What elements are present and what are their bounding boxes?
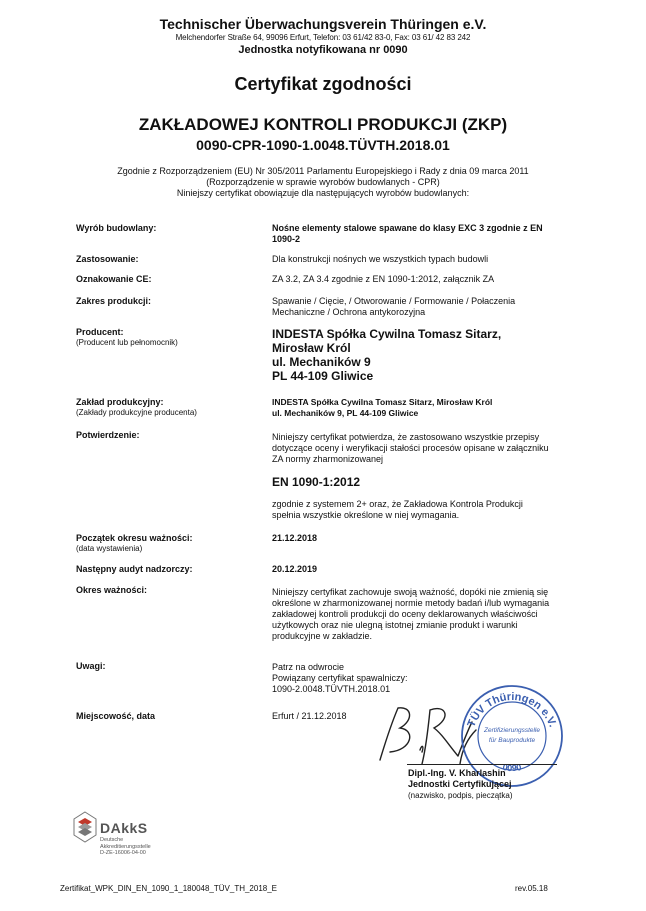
certificate-title: Certyfikat zgodności [234,74,412,94]
org-name: Technischer Überwachungsverein Thüringen e.V. [159,16,487,32]
intro-line: Zgodnie z Rozporządzeniem (EU) Nr 305/2011 Parlamentu Europejskiego i Rady z dnia 09 marca 2011 [117,166,529,176]
place-value: Erfurt / 21.12.2018 [272,711,347,721]
scope-label: Zakres produkcji: [76,296,152,306]
confirm-line: ZA normy zharmonizowanej [272,454,384,464]
audit-value: 20.12.2019 [272,564,318,574]
plant-line: INDESTA Spółka Cywilna Tomasz Sitarz, Mirosław Król [272,397,493,407]
signatory-name: Dipl.-Ing. V. Kharlashin [408,768,506,778]
dakks-line: Deutsche [100,837,124,843]
producer-line: INDESTA Spółka Cywilna Tomasz Sitarz, [272,327,502,341]
system-line: zgodnie z systemem 2+ oraz, że Zakładowa Kontrola Produkcji [272,499,523,509]
product-line: 1090-2 [272,234,301,244]
dakks-logo [72,806,192,866]
scope-line: Spawanie / Cięcie, / Otworowanie / Formowanie / Połaczenia [272,296,516,306]
notes-line: Patrz na odwrocie [272,662,345,672]
signature-line [407,764,557,765]
scope-value [272,296,572,318]
stamp-inner-1: Zertifizierungsstelle [484,727,540,734]
dakks-line: Akkreditierungsstelle [100,843,151,850]
stamp-inner-2: für Bauprodukte [488,737,536,744]
validity-line: zakładowej kontroli produkcji do oceny deklarowanych właściwości [272,609,538,619]
system-line: spełnia wszystkie określone w niej wymagania. [272,510,460,520]
notes-line: Powiązany certyfikat spawalniczy: [272,673,408,683]
start-sublabel: (data wystawienia) [76,544,143,553]
producer-label: Producent: [76,327,124,337]
stamp-top-text: TÜV Thüringen e.V. [465,690,559,729]
footer-revision: rev.05.18 [515,884,548,893]
validity-line: Niniejszy certyfikat zachowuje swoją ważność, dopóki nie zmienią się [272,587,549,597]
org-address: Melchendorfer Straße 64, 99096 Erfurt, Telefon: 03 61/42 83-0, Fax: 03 61/ 42 83 242 [175,33,471,42]
system-value [272,499,572,521]
ce-value: ZA 3.2, ZA 3.4 zgodnie z EN 1090-1:2012, załącznik ZA [272,274,495,284]
place-label: Miejscowość, data [76,711,156,721]
plant-value [272,397,572,419]
certificate-subtitle: ZAKŁADOWEJ KONTROLI PRODUKCJI (ZKP) [138,115,508,134]
notes-label: Uwagi: [76,661,106,671]
confirm-label: Potwierdzenie: [76,430,140,440]
stamp-bottom-text: 0090 [501,761,523,774]
audit-label: Następny audyt nadzorczy: [76,564,193,574]
validity-line: określone w zharmonizowanej normie metody badań i/lub wymagania [272,598,550,608]
validity-label: Okres ważności: [76,585,148,595]
producer-value [272,327,501,383]
standard-value: EN 1090-1:2012 [272,475,361,489]
svg-text:TÜV Thüringen e.V. [465,691,558,729]
notified-body: Jednostka notyfikowana nr 0090 [238,44,408,56]
producer-line: ul. Mechaników 9 [272,355,371,369]
validity-line: użytkowych oraz nie ulegną istotnej zmianie produkt i warunki [272,620,518,630]
dakks-text [100,837,151,857]
footer-filename: Zertifikat_WPK_DIN_EN_1090_1_180048_TÜV_TH_2018_E [60,884,278,893]
dakks-line: D-ZE-16006-04-00 [100,850,146,856]
start-value: 21.12.2018 [272,533,318,543]
intro-line: (Rozporządzenie w sprawie wyrobów budowlanych - CPR) [206,177,440,187]
confirm-line: Niniejszy certyfikat potwierdza, że zastosowano wszystkie przepisy [272,432,540,442]
producer-sublabel: (Producent lub pełnomocnik) [76,338,178,347]
product-label: Wyrób budowlany: [76,223,157,233]
certificate-number: 0090-CPR-1090-1.0048.TÜVTH.2018.01 [196,137,450,153]
scope-line: Mechaniczne / Ochrona antykorozyjna [272,307,426,317]
use-value: Dla konstrukcji nośnych we wszystkich typach budowli [272,254,489,264]
plant-label: Zakład produkcyjny: [76,397,164,407]
signatory-role: Jednostki Certyfikującej [408,779,512,789]
use-label: Zastosowanie: [76,254,139,264]
start-label: Początek okresu ważności: [76,533,193,543]
plant-sublabel: (Zakłady produkcyjne producenta) [76,408,197,417]
product-line: Nośne elementy stalowe spawane do klasy EXC 3 zgodnie z EN [272,223,543,233]
plant-line: ul. Mechaników 9, PL 44-109 Gliwice [272,408,419,418]
product-value [272,223,572,245]
intro-text [0,166,646,199]
producer-line: Mirosław Król [272,341,351,355]
ce-label: Oznakowanie CE: [76,274,152,284]
intro-line: Niniejszy certyfikat obowiązuje dla następujących wyrobów budowlanych: [176,188,470,198]
notes-line: 1090-2.0048.TÜVTH.2018.01 [272,684,391,694]
dakks-name: DAkkS [100,820,148,836]
validity-value [272,587,572,642]
signature-note: (nazwisko, podpis, pieczątka) [408,791,513,800]
confirm-line: dotyczące oceny i weryfikacji stałości procesów opisane w załączniku [272,443,549,453]
validity-line: produkcyjne w zakładzie. [272,631,373,641]
dakks-emblem-icon [72,810,98,844]
producer-line: PL 44-109 Gliwice [272,369,374,383]
confirm-value [272,432,572,465]
